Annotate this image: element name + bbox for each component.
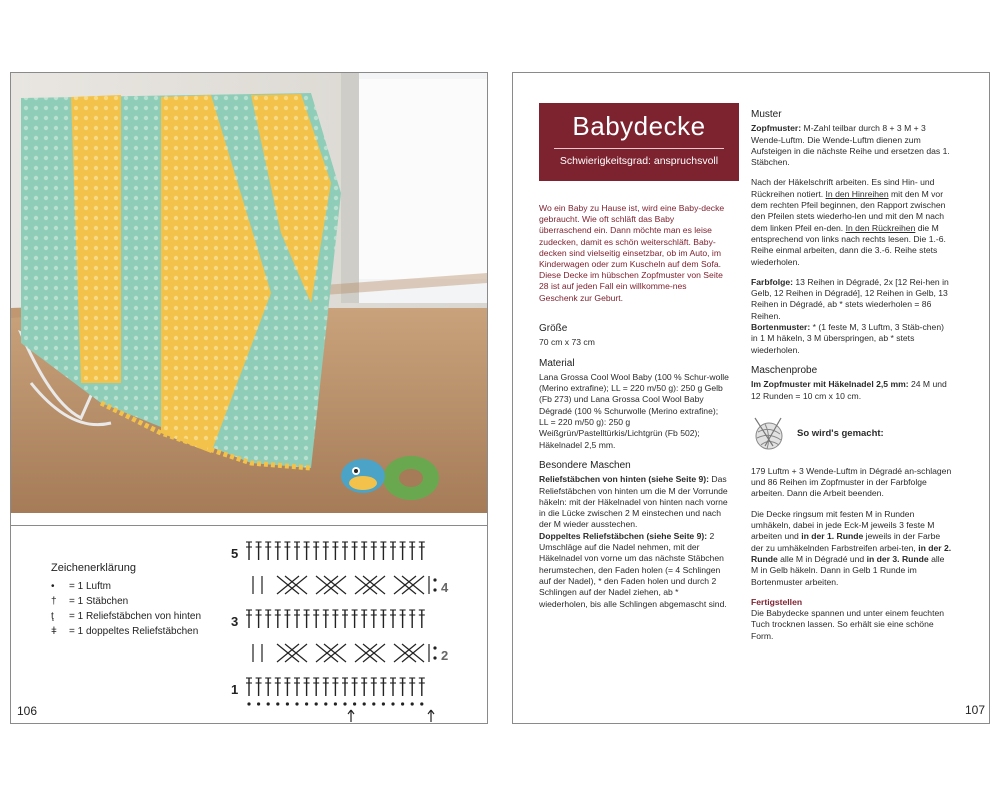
size-text: 70 cm x 73 cm [539, 337, 595, 348]
difficulty-label: Schwierigkeitsgrad: anspruchsvoll [559, 155, 719, 167]
gauge-text [751, 379, 953, 402]
chain-dot [433, 578, 436, 581]
color-sequence-text [751, 277, 953, 322]
special-stitch-1-title: Reliefstäbchen von hinten (siehe Seite 9): [539, 474, 710, 485]
right-page [512, 72, 990, 724]
legend-item-chain [51, 579, 201, 594]
row-label-4: 4 [441, 580, 449, 595]
chain-dot [363, 702, 366, 705]
chain-dot [276, 702, 279, 705]
page-number-right: 107 [965, 703, 986, 717]
chart-reading-c: die M entsprechend von links nach rechts lesen. Die 1.-6. Reihe einmal arbeiten, dann die 3.-6. Reihe stets wiederholen. [751, 222, 946, 267]
legend-label: = 1 Stäbchen [69, 596, 129, 607]
row-label-2: 2 [441, 648, 449, 663]
stitch-diagram [229, 536, 459, 722]
finishing-text: Die Babydecke spannen und unter einem feuchten Tuch trocknen lassen. So erhält sie eine schöne Form. [751, 608, 945, 641]
chart-legend [51, 562, 201, 639]
instructions-p2-a: Die Decke ringsum mit festen M in Runden umhäkeln, dabei in jede Eck-M jeweils 3 feste M arbeiten und [751, 508, 935, 542]
baby-blanket-photo [11, 73, 487, 513]
instructions-p2-b2: in der 2. Runde [751, 542, 952, 564]
chain-dot [382, 702, 385, 705]
chart-reading-a: Nach der Häkelschrift arbeiten. Es sind Hin- und Rückreihen notiert. [751, 177, 935, 199]
cable-pattern-label: Zopfmuster: [751, 123, 802, 134]
finishing-heading: Fertigstellen [751, 596, 803, 607]
chain-dot [315, 702, 318, 705]
page-title: Babydecke [572, 111, 706, 141]
chain-dot [411, 702, 414, 705]
chain-dot [295, 702, 298, 705]
gauge-heading: Maschenprobe [751, 364, 818, 376]
chain-dot [401, 702, 404, 705]
special-stitch-2 [539, 531, 729, 610]
legend-label: = 1 doppeltes Reliefstäbchen [69, 626, 199, 637]
border-pattern-desc: * (1 feste M, 3 Luftm, 3 Stäb-chen) in 1 M häkeln, 3 M überspringen, ab * stets wiederholen. [751, 322, 944, 355]
row-label-5: 5 [231, 546, 239, 561]
chain-dot [391, 702, 394, 705]
color-sequence-label: Farbfolge: [751, 276, 794, 287]
instructions-p2-e: alle M in Gelb häkeln. Dann in Gelb 1 Runde im Bortenmuster arbeiten. [751, 553, 945, 587]
crochet-chart-panel [11, 525, 487, 723]
instructions-p2 [751, 509, 953, 588]
yarn-ball-icon [751, 416, 787, 452]
special-stitch-2-text: 2 Umschläge auf die Nadel nehmen, mit der Häkelnadel von vorne um das nächste Stäbchen herumstechen, den Faden holen (= 4 Schlingen auf der Nadel), * den Faden holen und durch 2 Schlingen auf der Nadel ziehen, ab * wiederholen, bis alle Schlingen abgemascht sind. [539, 530, 727, 609]
material-heading: Material [539, 357, 575, 369]
chain-dot [334, 702, 337, 705]
page-number-left: 106 [17, 704, 38, 718]
row-label-1: 1 [231, 682, 239, 697]
back-post-symbol: ţ [51, 611, 54, 622]
chain-dot [433, 646, 436, 649]
chain-dot [286, 702, 289, 705]
instructions-p2-b1: in der 1. Runde [801, 531, 864, 542]
chart-reading-u2: In den Rückreihen [845, 222, 916, 233]
cable-pattern-text [751, 123, 953, 168]
title-divider [554, 148, 724, 149]
title-banner [539, 103, 739, 181]
chain-dot [353, 702, 356, 705]
legend-label: = 1 Reliefstäbchen von hinten [69, 611, 202, 622]
chain-dot [267, 702, 270, 705]
chain-dot [372, 702, 375, 705]
legend-item-double-post [51, 624, 201, 639]
special-stitch-1 [539, 474, 729, 530]
row-label-3: 3 [231, 614, 239, 629]
instructions-header [751, 416, 953, 452]
instructions-heading: So wird's gemacht: [797, 428, 884, 440]
chart-reading-u1: In den Hinreihen [825, 188, 889, 199]
treble-symbol: † [51, 596, 57, 607]
chain-dot [433, 588, 436, 591]
gauge-desc: 24 M und 12 Runden = 10 cm x 10 cm. [751, 379, 947, 401]
color-sequence-desc: 13 Reihen in Dégradé, 2x [12 Rei-hen in Gelb, 12 Reihen in Dégradé], 12 Reihen in Gelb, 13 Reihen in Dégradé, ab * stets wiederholen = 86 Reihen. [751, 276, 949, 321]
gauge-label: Im Zopfmuster mit Häkelnadel 2,5 mm: [751, 379, 909, 390]
chain-dot [305, 702, 308, 705]
chain-dot [324, 702, 327, 705]
special-stitch-2-title: Doppeltes Reliefstäbchen (siehe Seite 9): [539, 530, 708, 541]
legend-title: Zeichenerklärung [51, 562, 136, 574]
chain-dot [247, 702, 250, 705]
instructions-p2-c: jeweils in der Farbe der zu umhäkelnden Farbstreifen arbei-ten, [751, 531, 941, 553]
right-column [751, 109, 953, 651]
special-stitches-heading: Besondere Maschen [539, 459, 631, 471]
chain-dot [420, 702, 423, 705]
special-stitch-1-text: Das Reliefstäbchen von hinten um die M der Vorrunde häkeln: mit der Häkelnadel von hinten nach vorne in die Lücke zwischen 2 M einstechen und nach der M wieder ausstechen. [539, 474, 728, 530]
legend-item-treble [51, 594, 201, 609]
chain-dot [257, 702, 260, 705]
left-column [539, 323, 729, 610]
stitch-symbols [246, 542, 437, 722]
legend-label: = 1 Luftm [69, 581, 111, 592]
size-heading: Größe [539, 323, 568, 334]
border-pattern-text [751, 322, 953, 356]
instructions-p1: 179 Luftm + 3 Wende-Luftm in Dégradé an-schlagen und 86 Reihen im Zopfmuster in der Farbfolge arbeiten. Dann die Arbeit beenden. [751, 465, 952, 499]
instructions-p2-b3: in der 3. Runde [866, 553, 929, 564]
border-pattern-label: Bortenmuster: [751, 322, 811, 333]
left-page [10, 72, 488, 724]
pattern-heading: Muster [751, 109, 782, 120]
chain-symbol: • [51, 581, 55, 592]
chain-dot [433, 656, 436, 659]
chart-reading-b: mit den M vor dem rechten Pfeil beginnen, den Rapport zwischen den Pfeilen stets wiederho-len und mit den M nach dem linken Pfeil en-den. [751, 188, 946, 233]
double-post-symbol: ǂ [51, 626, 57, 637]
cable-pattern-desc: M-Zahl teilbar durch 8 + 3 M + 3 Wende-Luftm. Die Wende-Luftm dienen zum Aufsteigen in die nächste Reihe und ersetzen das 1. Stäbchen. [751, 123, 950, 168]
legend-item-back-post [51, 609, 201, 624]
instructions-p2-d: alle M in Dégradé und [780, 553, 865, 564]
chain-dot [343, 702, 346, 705]
intro-text: Wo ein Baby zu Hause ist, wird eine Baby-decke gebraucht. Wie oft schläft das Baby überraschend ein. Dann möchte man es leise zudecken, damit es schön weiterschläft. Baby-decken sind vielseitig einsetzbar, ob im Auto, im Kinderwagen oder zum Kuscheln auf dem Sofa. Diese Decke im hübschen Zopfmuster von Seite 28 ist auf jeden Fall ein willkomme-nes Geschenk zur Geburt. [539, 203, 725, 303]
material-text: Lana Grossa Cool Wool Baby (100 % Schur-wolle (Merino extrafine); LL = 220 m/50 g): 250 g Gelb (Fb 273) und Lana Grossa Cool Wool Baby Dégradé (100 % Schurwolle (Merino extrafine); LL = 220 m/50 g): 250 g Weißgrün/Pastelltürkis/Lichtgrün (Fb 502); Häkelnadel 2,5 mm. [539, 371, 729, 450]
chart-reading-text [751, 177, 953, 267]
